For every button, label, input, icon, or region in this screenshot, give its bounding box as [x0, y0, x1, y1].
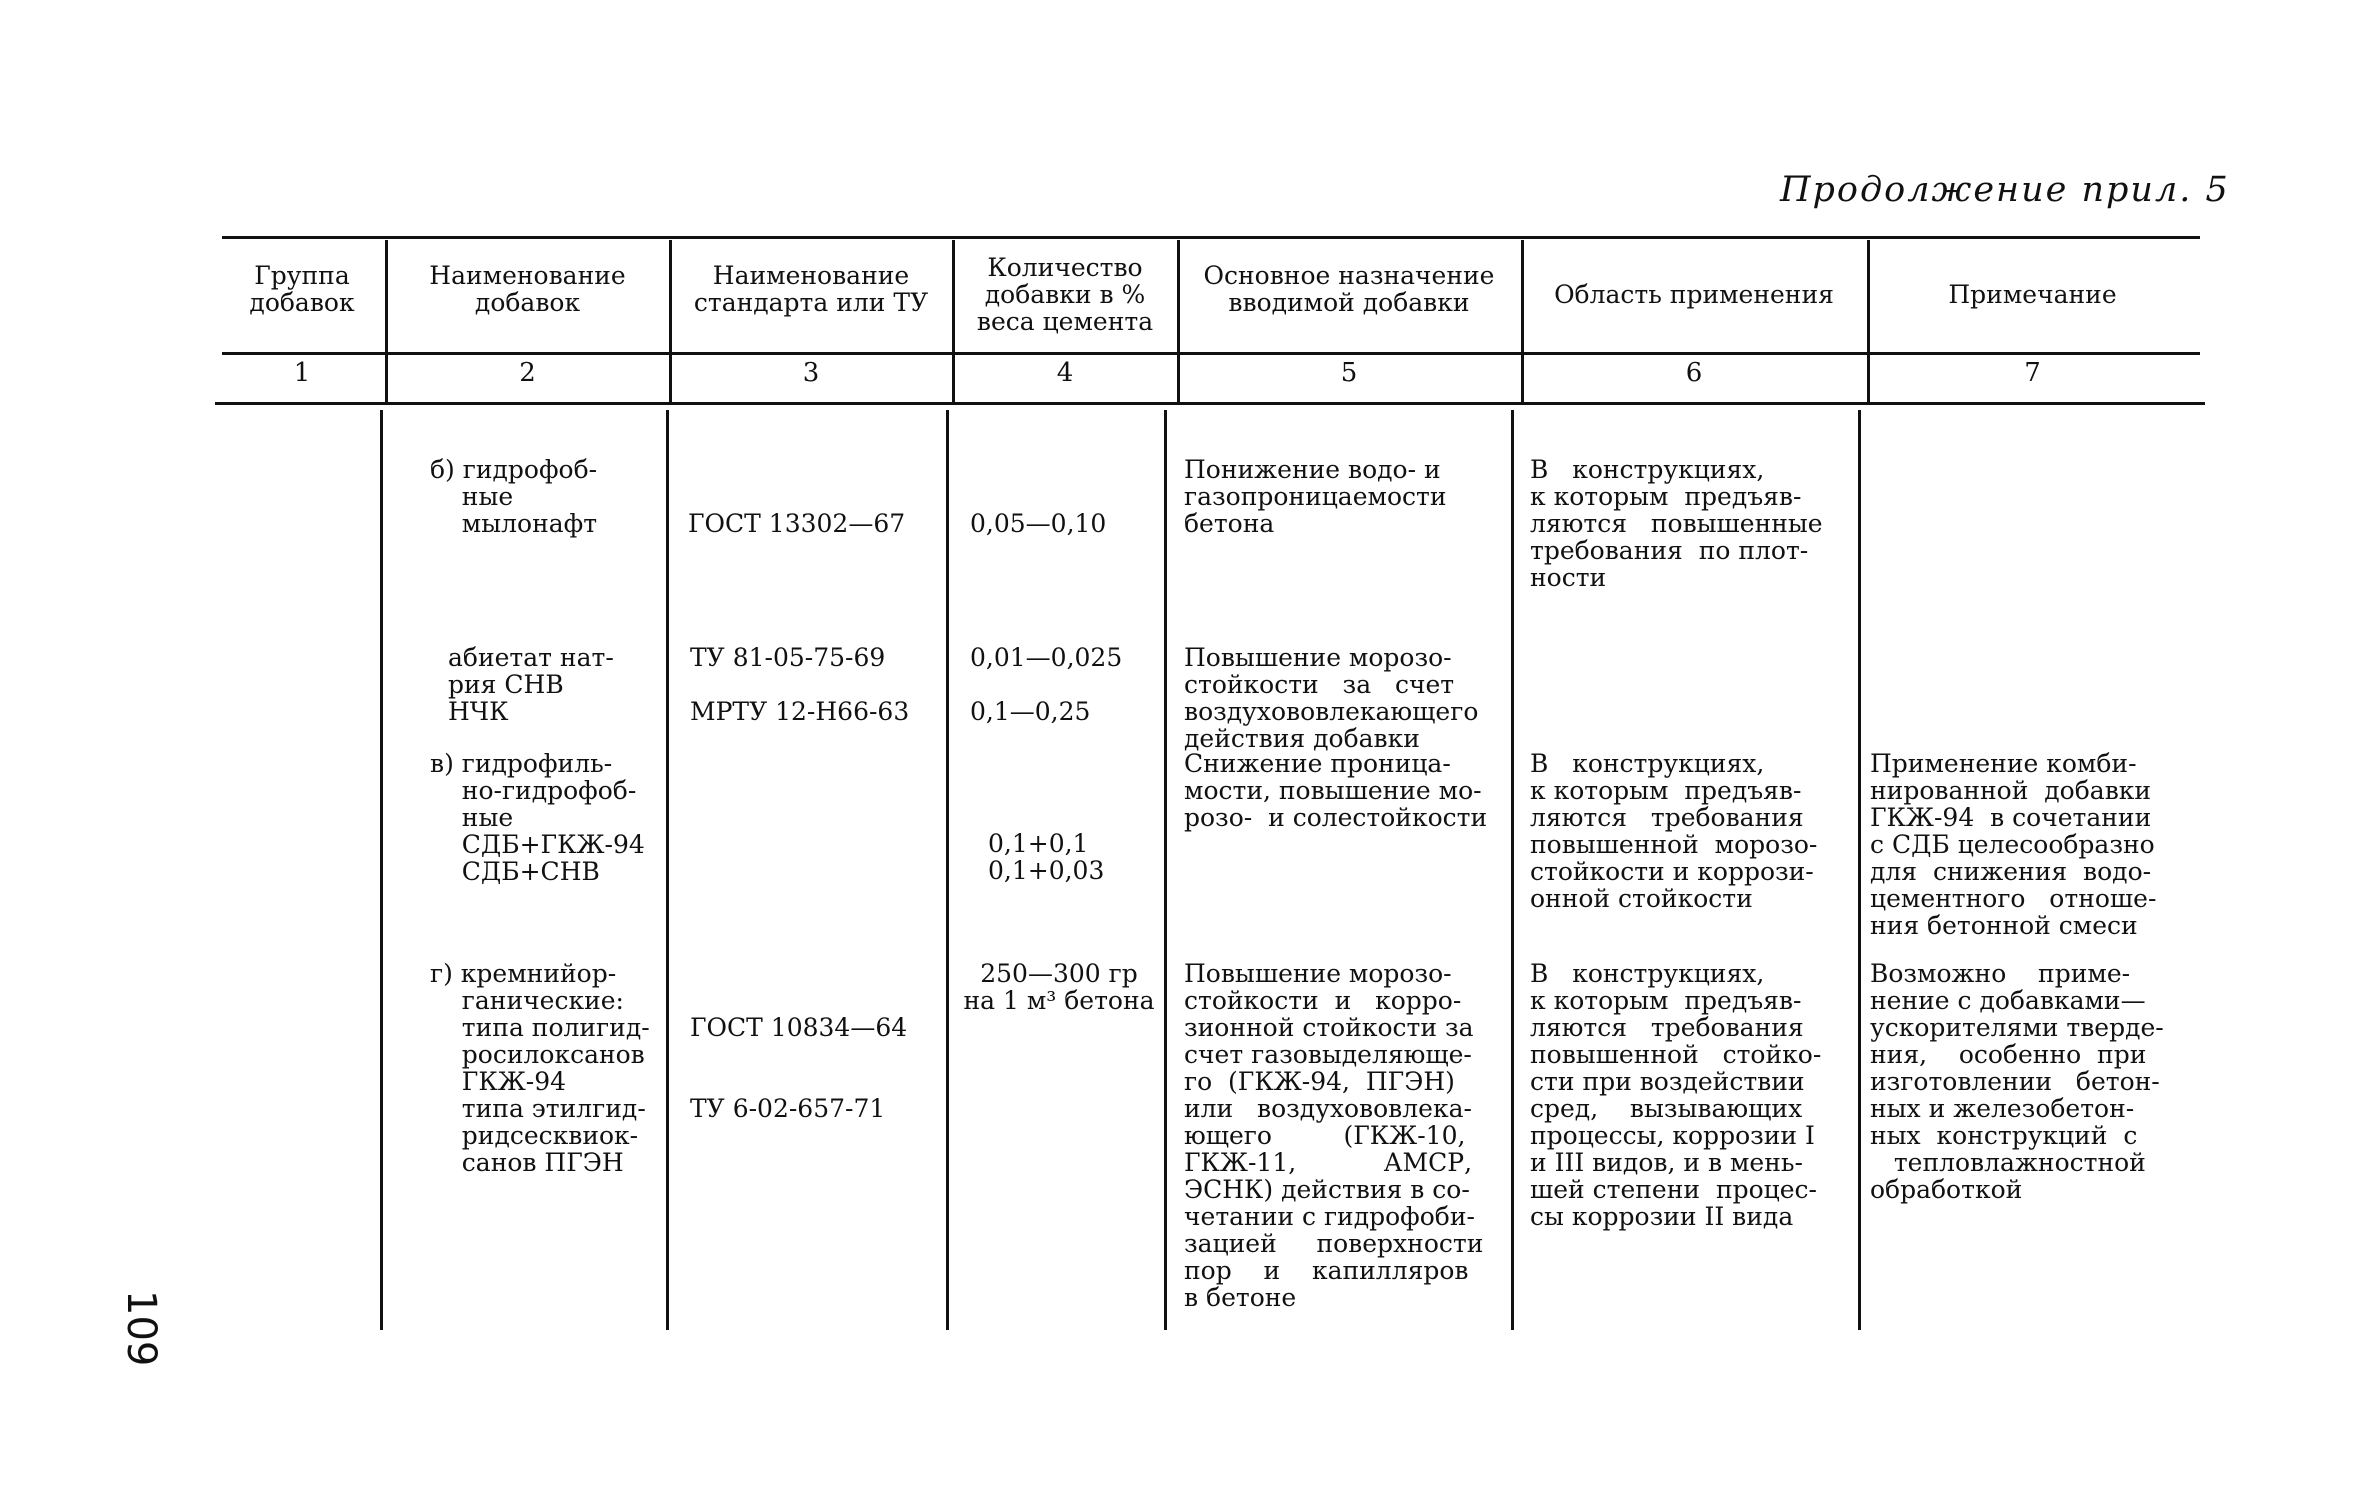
table-cell-note: Возможно приме- нение с добавками— ускорителями тверде- ния, особенно при изготовлении бетон- ных и железобетон- ных конструкций с тепловлажностной обработкой — [1870, 959, 2164, 1204]
column-number: 1 — [293, 358, 311, 388]
header-name: Наименование добавок — [429, 261, 626, 317]
table-cell-amount: 250—300 гр на 1 м³ бетона — [963, 959, 1155, 1015]
table-cell-purpose: Понижение водо- и газопроницаемости бетона — [1184, 455, 1447, 538]
table-cell-area: В конструкциях, к которым предъяв- ляются требования повышенной морозо- стойкости и коррози- онной стойкости — [1530, 749, 1818, 913]
table-cell-note: Применение комби- нированной добавки ГКЖ-94 в сочетании с СДБ целесообразно для снижения водо- цементного отноше- ния бетонной смеси — [1870, 749, 2157, 940]
table-cell-name: абиетат нат- рия СНВ НЧК — [448, 643, 614, 726]
body-divider — [946, 410, 949, 1330]
body-divider — [1511, 410, 1514, 1330]
column-number: 4 — [1056, 358, 1074, 388]
column-number: 3 — [802, 358, 820, 388]
column-number: 6 — [1685, 358, 1703, 388]
header-bottom-rule — [222, 352, 2200, 355]
table-cell-standard: ТУ 81-05-75-69 МРТУ 12-Н66-63 — [690, 643, 910, 726]
header-standard: Наименование стандарта или ТУ — [693, 261, 929, 317]
table-cell-purpose: Повышение морозо- стойкости и корро- зионной стойкости за счет газовыделяюще- го (ГКЖ-94, ПГЭН) или воздухововлека- ющего (ГКЖ-10, ГКЖ-11, АМСР, ЭСНК) действия в со- четании с гидрофоби- зацией поверхности пор и капилляров в бетоне — [1184, 959, 1484, 1312]
table-cell-area: В конструкциях, к которым предъяв- ляются повышенные требования по плот- ности — [1530, 455, 1823, 592]
table-cell-standard: ГОСТ 10834—64 ТУ 6-02-657-71 — [690, 1013, 908, 1123]
table-cell-amount: 0,01—0,025 0,1—0,25 — [970, 643, 1123, 726]
header-note: Примечание — [1948, 280, 2117, 309]
body-divider — [666, 410, 669, 1330]
body-divider — [1858, 410, 1861, 1330]
table-cell-standard: ГОСТ 13302—67 — [688, 509, 906, 538]
header-group: Группа добавок — [249, 261, 355, 317]
header-area: Область применения — [1554, 280, 1834, 309]
column-number: 5 — [1340, 358, 1358, 388]
top-rule — [222, 236, 2200, 239]
header-divider — [385, 240, 388, 403]
table-cell-name: в) гидрофиль- но-гидрофоб- ные СДБ+ГКЖ-94 СДБ+СНВ — [430, 749, 645, 886]
header-amount: Количество добавки в % веса цемента — [976, 253, 1154, 336]
table-cell-purpose: Снижение проница- мости, повышение мо- розо- и солестойкости — [1184, 749, 1488, 832]
table-caption: Продолжение прил. 5 — [1780, 170, 2230, 210]
column-number: 2 — [519, 358, 536, 388]
column-number-rule — [215, 402, 2205, 405]
body-divider — [1164, 410, 1167, 1330]
table-cell-name: б) гидрофоб- ные мылонафт — [430, 455, 598, 538]
body-divider — [380, 410, 383, 1330]
page-number: 109 — [118, 1290, 164, 1367]
column-number: 7 — [2024, 358, 2041, 388]
table-cell-name: г) кремнийор- ганические: типа полигид- росилоксанов ГКЖ-94 типа этилгид- ридсесквиок- санов ПГЭН — [430, 959, 650, 1177]
table-cell-amount: 0,1+0,1 0,1+0,03 — [988, 829, 1105, 885]
table-cell-purpose: Повышение морозо- стойкости за счет воздухововлекающего действия добавки — [1184, 643, 1479, 753]
header-purpose: Основное назначение вводимой добавки — [1203, 261, 1495, 317]
table-cell-area: В конструкциях, к которым предъяв- ляются требования повышенной стойко- сти при воздействии сред, вызывающих процессы, коррозии I и III видов, и в мень- шей степени процес- сы коррозии II вида — [1530, 959, 1822, 1231]
table-cell-amount: 0,05—0,10 — [970, 509, 1107, 538]
